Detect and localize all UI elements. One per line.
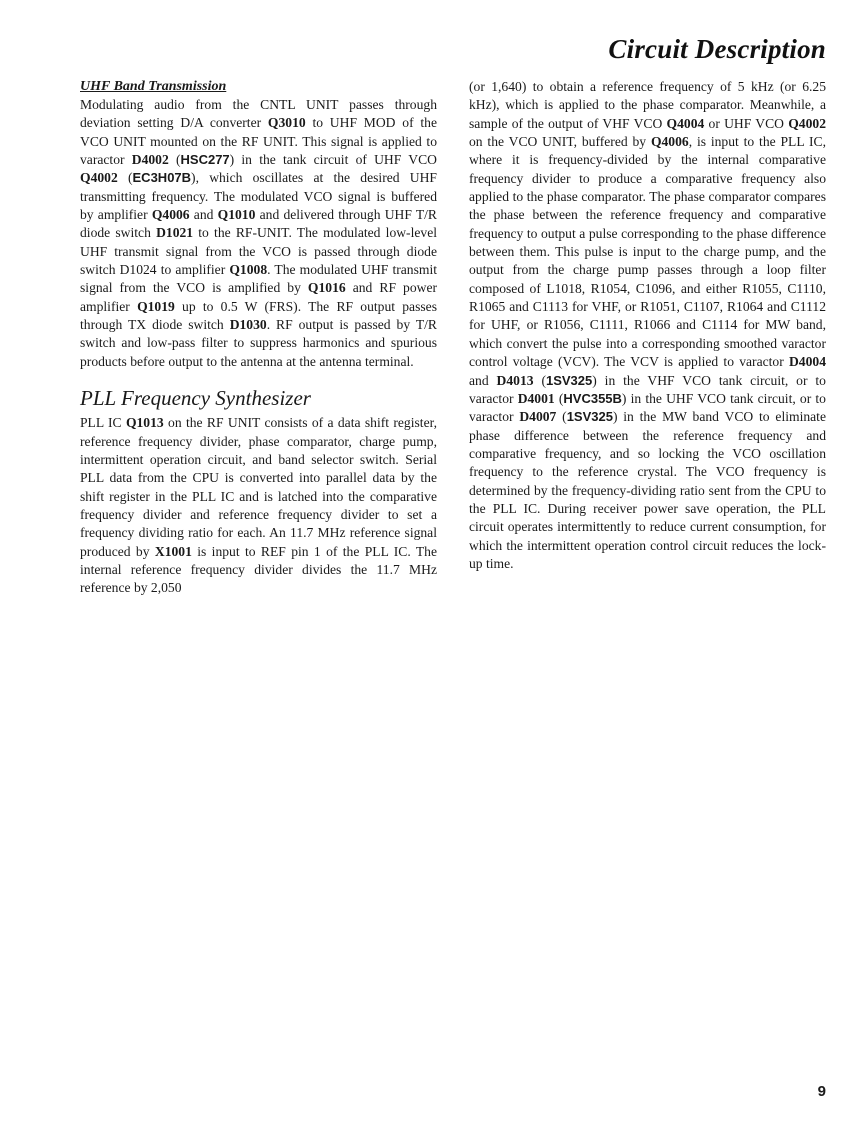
- uhf-band-transmission-heading: UHF Band Transmission: [80, 79, 227, 94]
- pll-frequency-synthesizer-heading: PLL Frequency Synthesizer: [80, 386, 311, 411]
- page-title: Circuit Description: [608, 34, 826, 64]
- right-column: [469, 78, 826, 573]
- left-column: [80, 78, 437, 598]
- uhf-band-transmission-paragraph: Modulating audio from the CNTL UNIT passes through deviation setting D/A converter Q3010 to UHF MOD of the VCO UNIT mounted on the RF UNIT. This signal is applied to varactor D4002 (HSC277) in the tank circuit of UHF VCO Q4002 (EC3H07B), which oscillates at the desired UHF transmitting frequency. The modulated VCO signal is buffered by amplifier Q4006 and Q1010 and delivered through UHF T/R diode switch D1021 to the RF-UNIT. The modulated low-level UHF transmit signal from the VCO is passed through diode switch D1024 to amplifier Q1008. The modulated UHF transmit signal from the VCO is amplified by Q1016 and RF power amplifier Q1019 up to 0.5 W (FRS). The RF output passes through TX diode switch D1030. RF output is passed by T/R switch and low-pass filter to suppress harmonics and spurious products before output to the antenna at the antenna terminal.: [80, 97, 438, 369]
- pll-continued-paragraph: (or 1,640) to obtain a reference frequency of 5 kHz (or 6.25 kHz), which is applied to the phase comparator. Meanwhile, a sample of the output of VHF VCO Q4004 or UHF VCO Q4002 on the VCO UNIT, buffered by Q4006, is input to the PLL IC, where it is frequency-divided by the internal comparative frequency divider to produce a comparative frequency also applied to the phase comparator. The phase comparator compares the phase between the reference frequency and comparative frequency to output a pulse corresponding to the phase difference between them. This pulse is input to the charge pump, and the output from the charge pump passes through a loop filter composed of L1018, R1054, C1096, and either R1055, C1110, R1065 and C1113 for VHF, or R1051, C1107, R1064 and C1112 for UHF, or R1056, C1111, R1066 and C1114 for MW band, which convert the pulse into a corresponding smoothed varactor control voltage (VCV). The VCV is applied to varactor D4004 and D4013 (1SV325) in the VHF VCO tank circuit, or to varactor D4001 (HVC355B) in the UHF VCO tank circuit, or to varactor D4007 (1SV325) in the MW band VCO to eliminate phase difference between the reference frequency and comparative frequency, and so locking the VCO oscillation frequency to the reference crystal. The VCO frequency is determined by the frequency-dividing ratio sent from the CPU to the PLL IC. During receiver power save operation, the PLL circuit operates intermittently to reduce current consumption, for which the intermittent operation control circuit reduces the lock-up time.: [469, 79, 826, 571]
- pll-frequency-synthesizer-paragraph: PLL IC Q1013 on the RF UNIT consists of a data shift register, reference frequency divider, phase comparator, charge pump, intermittent operation circuit, and band selector switch. Serial PLL data from the CPU is converted into parallel data by the shift register in the PLL IC and is latched into the comparative frequency divider and reference frequency divider to set a frequency dividing ratio for each. An 11.7 MHz reference signal produced by X1001 is input to REF pin 1 of the PLL IC. The internal reference frequency divider divides the 11.7 MHz reference by 2,050: [80, 415, 437, 596]
- page-number: 9: [817, 1083, 826, 1100]
